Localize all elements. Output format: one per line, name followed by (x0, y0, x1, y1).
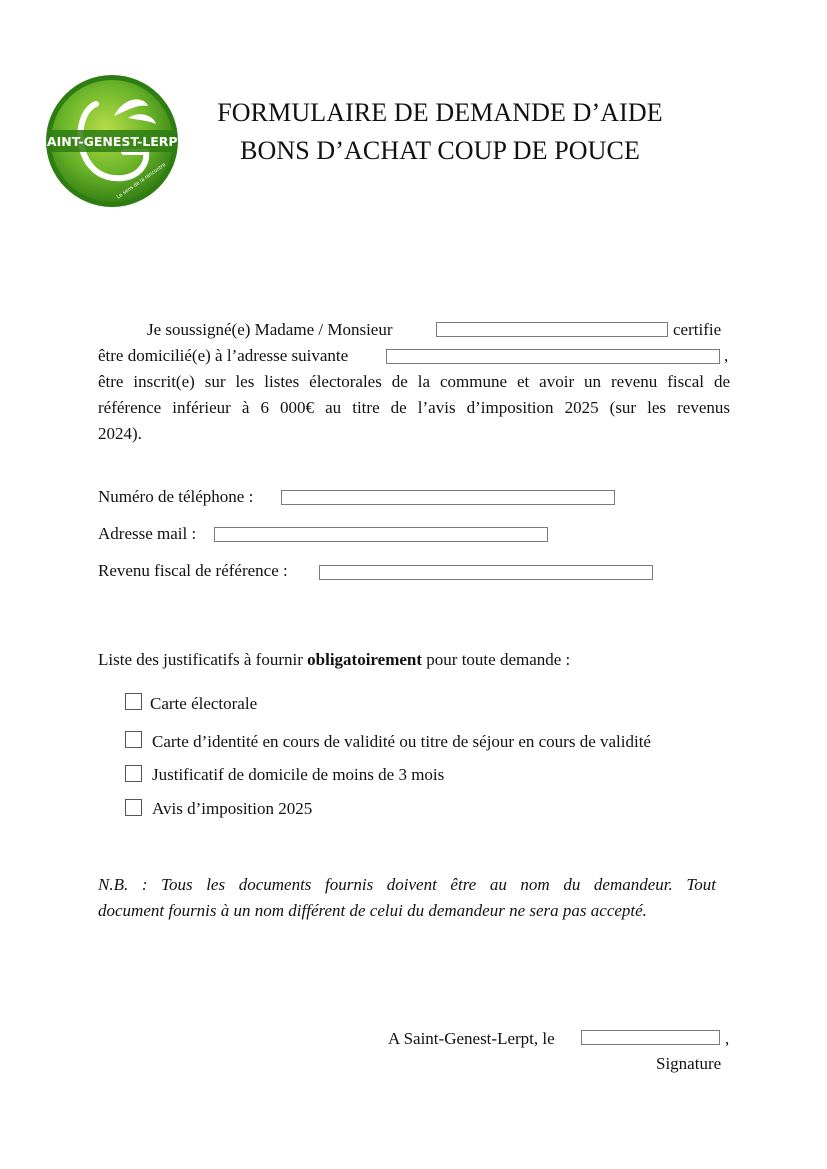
email-field[interactable] (214, 527, 548, 542)
date-field[interactable] (581, 1030, 720, 1045)
note-line2: document fournis à un nom différent de celui du demandeur ne sera pas accepté. (98, 901, 647, 920)
documents-intro-prefix: Liste des justificatifs à fournir (98, 650, 308, 669)
document-item-label: Avis d’imposition 2025 (152, 799, 313, 818)
signature-comma: , (725, 1029, 730, 1048)
document-item-label: Carte d’identité en cours de validité ou titre de séjour en cours de validité (152, 732, 651, 751)
name-field[interactable] (436, 322, 668, 337)
form-title-line1: FORMULAIRE DE DEMANDE D’AIDE (217, 98, 663, 127)
income-field[interactable] (319, 565, 653, 580)
phone-label: Numéro de téléphone : (98, 487, 254, 506)
declaration-line3: être inscrit(e) sur les listes électorales de la commune et avoir un revenu fiscal de (98, 372, 730, 391)
signature-label: Signature (656, 1054, 722, 1073)
checkbox-avis-imposition[interactable] (125, 799, 142, 816)
checkbox-carte-identite[interactable] (125, 731, 142, 748)
address-field[interactable] (386, 349, 720, 364)
declaration-line1-prefix: Je soussigné(e) Madame / Monsieur (147, 320, 393, 339)
declaration-line4: référence inférieur à 6 000€ au titre de l’avis d’imposition 2025 (sur les revenus (98, 398, 730, 417)
checkbox-carte-electorale[interactable] (125, 693, 142, 710)
declaration-line1-suffix: certifie (673, 320, 722, 339)
note-line1: N.B. : Tous les documents fournis doivent être au nom du demandeur. Tout (98, 875, 716, 894)
declaration-line5: 2024). (98, 424, 142, 443)
income-label: Revenu fiscal de référence : (98, 561, 288, 580)
declaration-line2-suffix: , (724, 346, 729, 365)
document-item-label: Carte électorale (150, 694, 258, 713)
signature-place: A Saint-Genest-Lerpt, le (388, 1029, 555, 1048)
email-label: Adresse mail : (98, 524, 197, 543)
documents-intro-suffix: pour toute demande : (422, 650, 571, 669)
checkbox-justificatif-domicile[interactable] (125, 765, 142, 782)
document-item-label: Justificatif de domicile de moins de 3 mois (152, 765, 445, 784)
logo-name: SAINT-GENEST-LERPT (44, 134, 180, 149)
logo-tagline: Le sens de la rencontre (115, 161, 168, 201)
form-title-line2: BONS D’ACHAT COUP DE POUCE (240, 136, 640, 165)
documents-intro-bold: obligatoirement (307, 650, 423, 669)
documents-intro (98, 650, 570, 670)
phone-field[interactable] (281, 490, 615, 505)
declaration-line2-prefix: être domicilié(e) à l’adresse suivante (98, 346, 349, 365)
